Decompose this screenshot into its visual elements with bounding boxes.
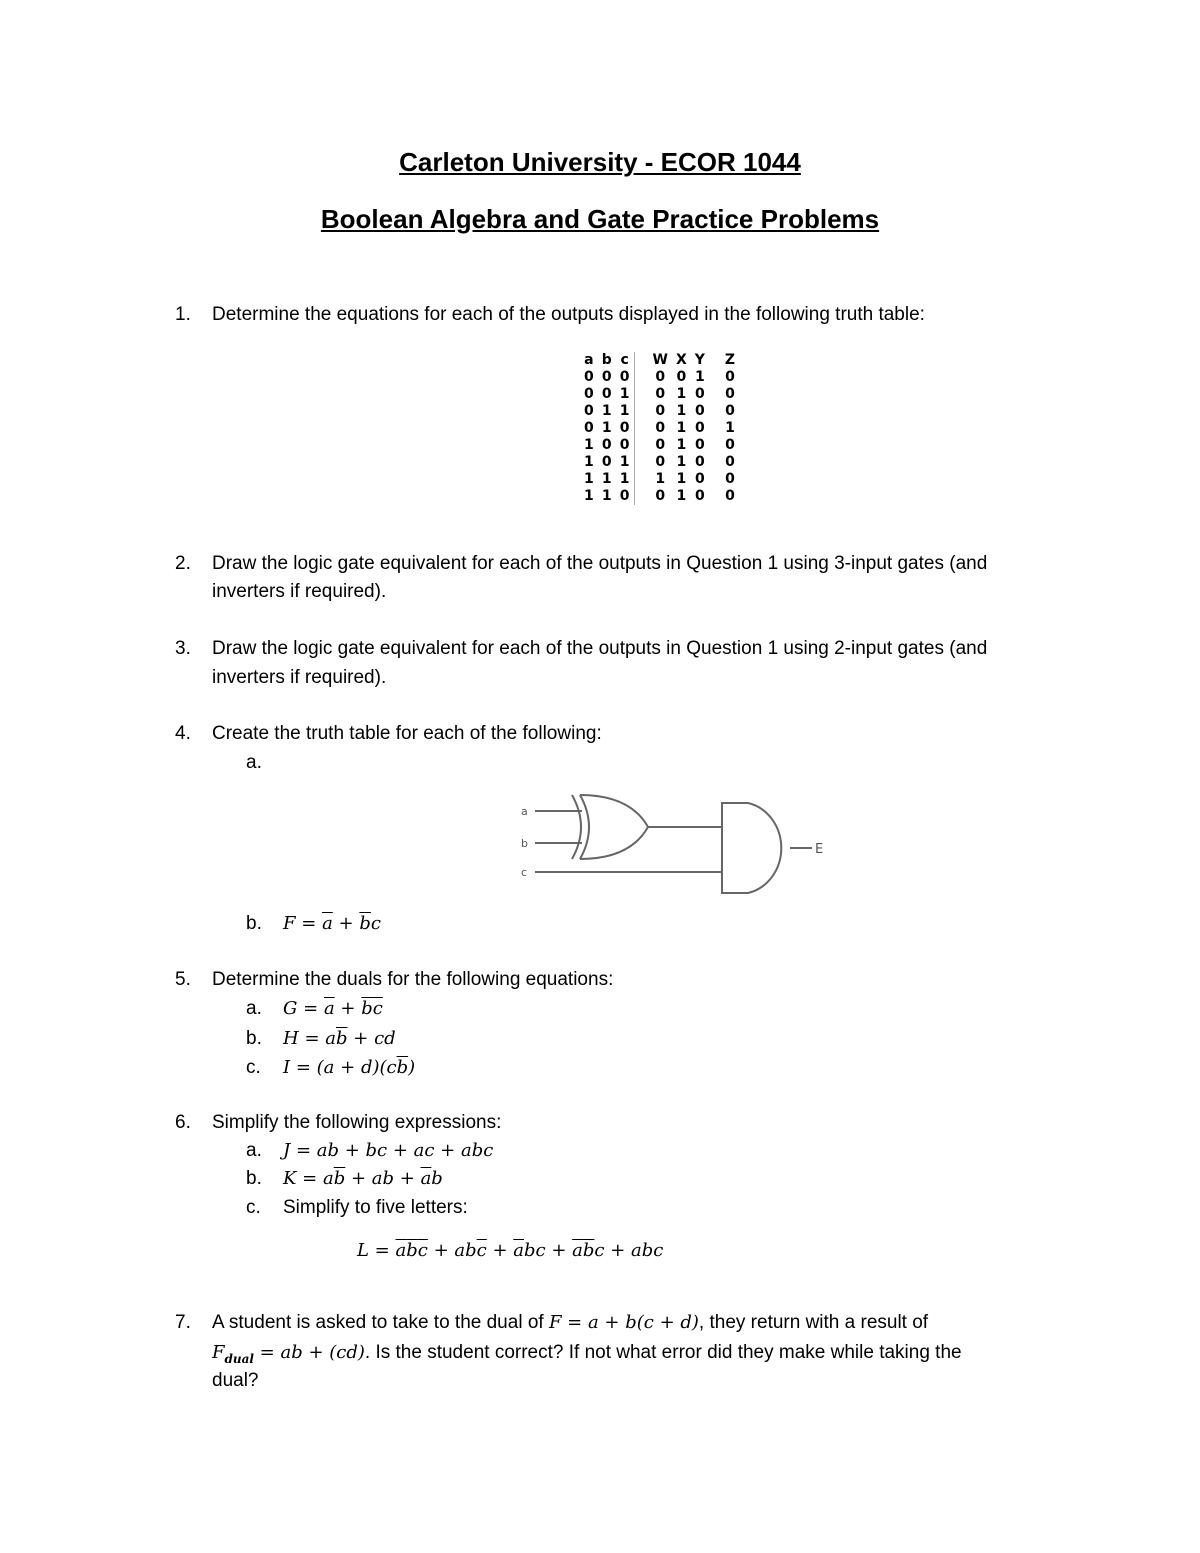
truth-table-cell: 1	[676, 403, 687, 419]
q5-number: 5.	[175, 969, 191, 990]
label-a: a	[521, 805, 528, 818]
q3-line2: inverters if required).	[212, 667, 387, 688]
truth-table-cell: 0	[676, 369, 687, 385]
truth-table-row	[580, 437, 739, 454]
truth-table-cell: 1	[676, 437, 687, 453]
truth-table-cell: 1	[725, 420, 735, 436]
q5b-equation: $H = a\overline{b}$ + cd	[283, 1028, 396, 1049]
truth-table-row	[580, 403, 739, 420]
truth-table-cell: 0	[619, 420, 630, 436]
truth-table-cell: 0	[694, 454, 705, 470]
q4b-label: b.	[246, 913, 262, 934]
truth-table-row	[580, 386, 739, 403]
q4-number: 4.	[175, 723, 191, 744]
truth-table-cell: 0	[584, 369, 594, 385]
truth-table-cell: 0	[634, 488, 672, 505]
truth-table-cell: 1	[634, 471, 672, 488]
l-terms	[396, 1240, 664, 1261]
truth-table-cell: 0	[634, 369, 672, 386]
truth-table-cell: 0	[694, 420, 705, 436]
and-gate-body	[722, 803, 781, 893]
q6c-text: Simplify to five letters:	[283, 1197, 468, 1218]
truth-table-cell: 1	[584, 488, 594, 504]
truth-table-row	[580, 471, 739, 488]
label-c: c	[521, 866, 528, 879]
truth-table-cell: 0	[634, 386, 672, 403]
q6-text: Simplify the following expressions:	[212, 1112, 502, 1133]
q6a-label: a.	[246, 1140, 262, 1161]
q7-line2: $F_{dual}$ = ab + (cd). Is the student correct? If not what error did they make while taking the	[212, 1342, 962, 1366]
page-title: Carleton University - ECOR 1044	[399, 147, 801, 177]
truth-table-cell: 0	[619, 488, 630, 504]
truth-table-header: W	[634, 352, 672, 369]
truth-table-cell: 1	[601, 471, 612, 487]
truth-table-cell: 0	[634, 454, 672, 471]
truth-table-cell: 1	[619, 454, 630, 470]
truth-table-cell: 0	[725, 471, 735, 487]
truth-table-cell: 1	[619, 471, 630, 487]
truth-table-cell: 0	[694, 403, 705, 419]
q7-line3: dual?	[212, 1370, 259, 1391]
truth-table-cell: 0	[725, 488, 735, 504]
q7-number: 7.	[175, 1312, 191, 1333]
truth-table-header: b	[601, 352, 612, 368]
truth-table-cell: 0	[725, 369, 735, 385]
q1-text: Determine the equations for each of the outputs displayed in the following truth table:	[212, 304, 925, 325]
truth-table-cell: 0	[584, 386, 594, 402]
q5a-equation: $G = \overline{a} + \overline{bc}$	[283, 998, 383, 1019]
truth-table-header: Z	[724, 352, 736, 368]
truth-table-cell: 0	[601, 454, 612, 470]
q5b-label: b.	[246, 1028, 262, 1049]
truth-table-cell: 0	[725, 403, 735, 419]
xor-gate-input-arc	[572, 795, 581, 859]
truth-table-cell: 0	[725, 437, 735, 453]
truth-table-row	[580, 420, 739, 437]
truth-table-cell: 0	[694, 437, 705, 453]
truth-table-cell: 1	[584, 471, 594, 487]
q6-number: 6.	[175, 1112, 191, 1133]
q2-number: 2.	[175, 553, 191, 574]
q3-number: 3.	[175, 638, 191, 659]
truth-table-cell: 1	[619, 386, 630, 402]
q5-text: Determine the duals for the following equations:	[212, 969, 614, 990]
q1-number: 1.	[175, 304, 191, 325]
q2-line2: inverters if required).	[212, 581, 387, 602]
l-term: $ab\overline{c}$ +	[454, 1240, 514, 1261]
truth-table-cell: 1	[676, 488, 687, 504]
truth-table-cell: 0	[694, 386, 705, 402]
q6b-label: b.	[246, 1168, 262, 1189]
q6c-equation: $L = \overline{a}\overline{b}\overline{c} + ab\overline{c} + \overline{a}bc + \overline{a}\overline{b}c$ + abc	[357, 1240, 664, 1261]
q4b-equation: $F = \overline{a} + \overline{b}c$	[283, 913, 381, 934]
truth-table-cell: 1	[676, 471, 687, 487]
truth-table-cell: 0	[634, 403, 672, 420]
truth-table-cell: 0	[619, 369, 630, 385]
truth-table-header: Y	[694, 352, 705, 368]
truth-table-cell: 0	[634, 437, 672, 454]
q5c-equation: $I = (a + d)(c\overline{b})$	[283, 1057, 416, 1078]
q5a-label: a.	[246, 998, 262, 1019]
l-term: abc	[631, 1240, 664, 1261]
q3-line1: Draw the logic gate equivalent for each of the outputs in Question 1 using 2-input gates (and	[212, 638, 988, 659]
l-term: $\overline{a}\overline{b}\overline{c}$ +	[395, 1240, 455, 1261]
truth-table-cell: 1	[619, 403, 630, 419]
truth-table-cell: 1	[694, 369, 705, 385]
truth-table-row	[580, 454, 739, 471]
q4a-label: a.	[246, 752, 262, 773]
truth-table-cell: 0	[694, 488, 705, 504]
truth-table	[580, 352, 739, 505]
q6b-equation: $K = a\overline{b}$ + ab + $\overline{a}b$	[283, 1168, 443, 1189]
page-subtitle: Boolean Algebra and Gate Practice Problems	[320, 204, 880, 234]
q7-line1: A student is asked to take to the dual of F = a + b(c + d), they return with a result of	[212, 1312, 929, 1333]
truth-table-cell: 0	[694, 471, 705, 487]
truth-table-cell: 1	[584, 454, 594, 470]
truth-table-cell: 0	[725, 386, 735, 402]
truth-table-cell: 0	[584, 420, 594, 436]
q5c-label: c.	[246, 1057, 261, 1078]
truth-table-cell: 1	[601, 403, 612, 419]
truth-table-cell: 0	[725, 454, 735, 470]
logic-circuit-diagram	[500, 785, 840, 900]
truth-table-row	[580, 369, 739, 386]
label-b: b	[521, 837, 528, 850]
l-term: $\overline{a}bc$ +	[513, 1240, 573, 1261]
truth-table-cell: 0	[619, 437, 630, 453]
q6c-label: c.	[246, 1197, 261, 1218]
truth-table-header: a	[584, 352, 594, 368]
truth-table-cell: 1	[676, 454, 687, 470]
q6a-equation: J = ab + bc + ac + abc	[283, 1140, 494, 1161]
truth-table-row	[580, 488, 739, 505]
truth-table-cell: 0	[634, 420, 672, 437]
truth-table-cell: 0	[601, 437, 612, 453]
truth-table-cell: 1	[584, 437, 594, 453]
truth-table-cell: 1	[601, 488, 612, 504]
q2-line1: Draw the logic gate equivalent for each of the outputs in Question 1 using 3-input gates (and	[212, 553, 988, 574]
truth-table-cell: 0	[584, 403, 594, 419]
truth-table-cell: 1	[676, 386, 687, 402]
label-e: E	[815, 842, 824, 857]
truth-table-cell: 0	[601, 386, 612, 402]
truth-table-cell: 1	[601, 420, 612, 436]
truth-table-cell: 0	[601, 369, 612, 385]
xor-gate-body	[580, 795, 648, 859]
q4-text: Create the truth table for each of the following:	[212, 723, 602, 744]
truth-table-cell: 1	[676, 420, 687, 436]
truth-table-header: X	[675, 352, 687, 368]
truth-table-header: c	[620, 352, 629, 368]
l-term: $\overline{a}\overline{b}c$ +	[572, 1240, 632, 1261]
